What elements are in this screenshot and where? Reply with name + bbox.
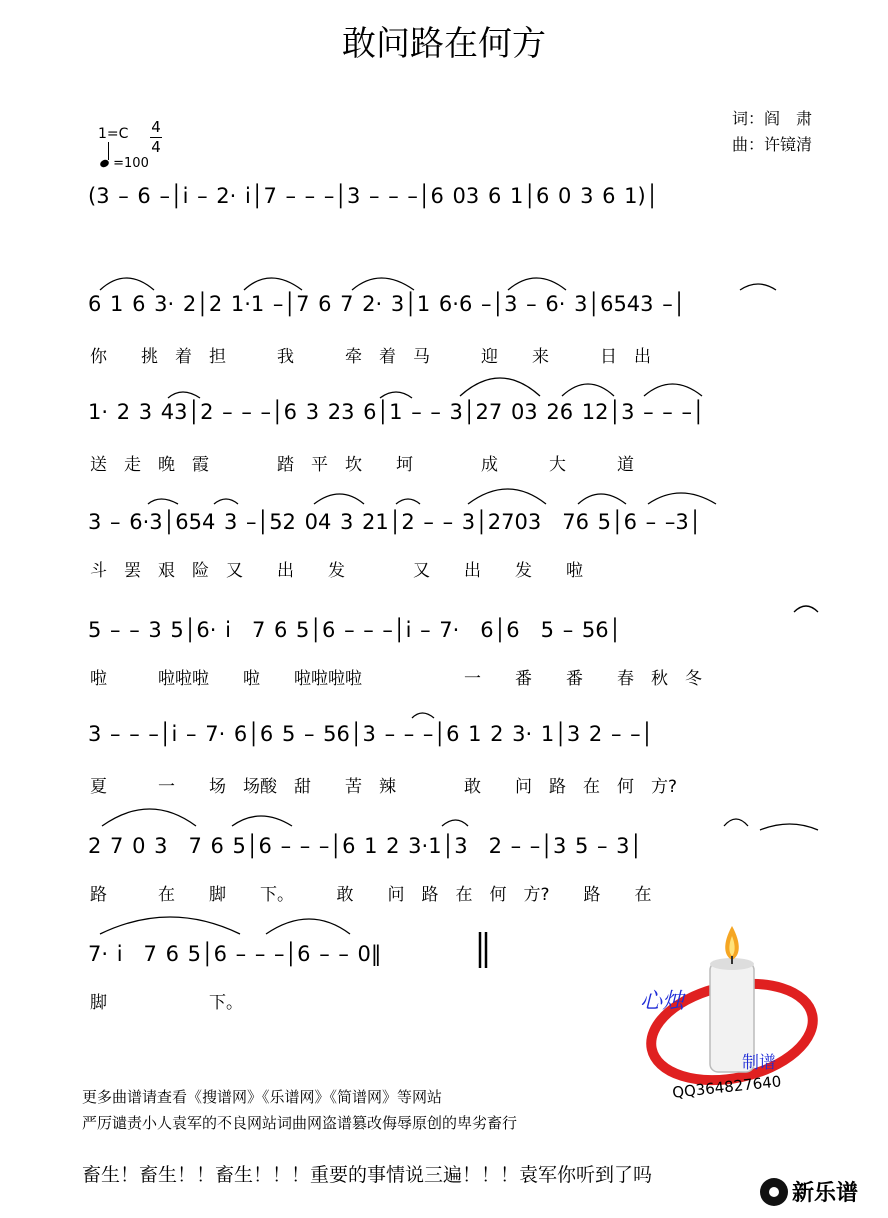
time-signature-top: 4 (151, 118, 161, 136)
footer-line-1: 更多曲谱请查看《搜谱网》《乐谱网》《简谱网》等网站 (82, 1088, 443, 1106)
page-title: 敢问路在何方 (342, 24, 546, 64)
composer: 曲：许镜清 (732, 135, 813, 154)
lyrics-line: 脚 下。 (90, 993, 243, 1013)
lyrics-line: 路 在 脚 下。 敢 问 路 在 何 方? 路 在 (90, 885, 652, 905)
lyricist: 词：阎 肃 (732, 109, 813, 128)
lyrics-line: 你 挑 着 担 我 牵 着 马 迎 来 日 出 (90, 347, 651, 367)
notation-line: (3 – 6 –│i – 2· i│7 – – –│3 – – –│6 03 6 1│6 0 3 6 1)│ (88, 184, 659, 208)
brand (760, 1176, 858, 1207)
notation-line: 1· 2 3 43│2 – – –│6 3 23 6│1 – – 3│27 03 26 12│3 – – –│ (88, 400, 705, 424)
brand-name: 新乐谱 (792, 1181, 859, 1206)
artist-signature: 心烛 (640, 989, 685, 1014)
lyrics-line: 啦 啦啦啦 啦 啦啦啦啦 一 番 番 春 秋 冬 (90, 669, 702, 689)
lyrics-line: 夏 一 场 场酸 甜 苦 辣 敢 问 路 在 何 方? (90, 777, 678, 797)
made-by-label: 制谱 (742, 1053, 776, 1073)
notation-line: 5 – – 3 5│6· i 7 6 5│6 – – –│i – 7· 6│6 5 – 56│ (88, 618, 622, 642)
notation-line: 2 7 0 3 7 6 5│6 – – –│6 1 2 3·1│3 2 – –│3 5 – 3│ (88, 834, 643, 858)
notation-line: 7· i 7 6 5│6 – – –│6 – – 0‖ (88, 942, 382, 966)
notation-line: 3 – – –│i – 7· 6│6 5 – 56│3 – – –│6 1 2 3· 1│3 2 – –│ (88, 722, 654, 746)
footer-line-2: 严厉谴责小人袁军的不良网站词曲网盗谱篡改侮辱原创的卑劣畜行 (82, 1114, 518, 1132)
footer-slogan: 畜生！畜生！！畜生！！！重要的事情说三遍！！！袁军你听到了吗 (82, 1164, 653, 1186)
time-signature-bottom: 4 (151, 138, 161, 156)
notation-line: 6 1 6 3· 2│2 1·1 –│7 6 7 2· 3│1 6·6 –│3 – 6· 3│6543 –│ (88, 292, 686, 316)
record-icon (760, 1178, 788, 1206)
qq-number: QQ364827640 (671, 1072, 783, 1102)
notation-line: 3 – 6·3│654 3 –│52 04 3 21│2 – – 3│2703 76 5│6 – –3│ (88, 510, 702, 534)
lyrics-line: 送 走 晚 霞 踏 平 坎 坷 成 大 道 (90, 455, 634, 475)
lyrics-line: 斗 罢 艰 险 又 出 发 又 出 发 啦 (90, 561, 583, 581)
tempo-value: =100 (113, 156, 149, 171)
key-signature: 1=C (98, 126, 129, 142)
